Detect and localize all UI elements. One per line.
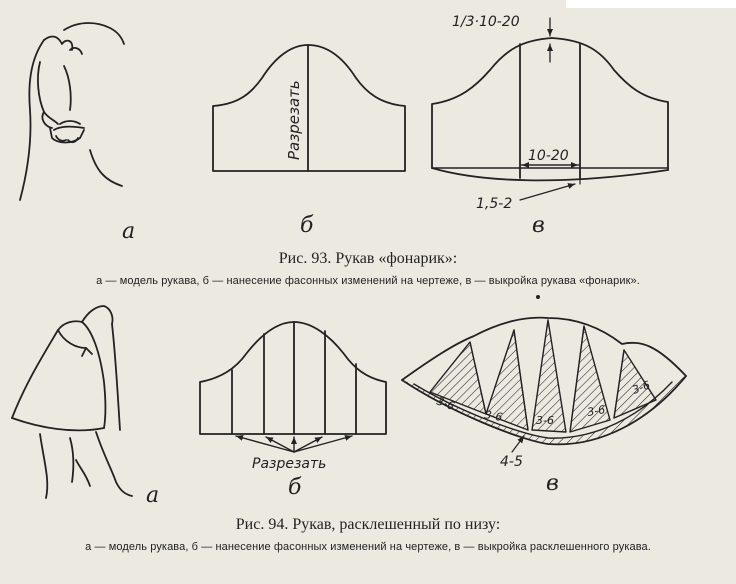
fig94-pattern [402,295,686,452]
fig94-label-b: б [288,475,302,500]
fig93-model-sketch [20,23,124,200]
fig93-dim-top: 1/3·10-20 [452,14,520,30]
fig93-cut-label: Разрезать [285,80,303,160]
fig94-wedge-label: 3-6 [630,378,652,397]
fig94-wedge-label: 3-6 [434,394,457,413]
fig94-label-v: в [546,471,559,496]
fig93-caption-title: Рис. 93. Рукав «фонарик»: [278,250,458,267]
fig93-label-b: б [300,213,314,238]
fig93-draft [213,45,405,171]
fig93-label-a: а [122,219,136,244]
fig94-label-a: а [146,483,160,508]
fig94-draft [200,322,386,452]
fig93-label-v: в [532,213,545,238]
fig94-wedge-label: 3-6 [536,414,554,427]
fig94-wedge-label: 3-6 [586,403,607,419]
fig94-wedge-label: 3-6 [483,408,504,425]
fig94-caption-sub: а — модель рукава, б — нанесение фасонных изменений на чертеже, в — выкройка расклешенного рукава. [85,541,651,553]
fig94-caption-title: Рис. 94. Рукав, расклешенный по низу: [235,516,501,533]
fig93-dim-mid: 10-20 [528,148,569,164]
fig93-caption-sub: а — модель рукава, б — нанесение фасонных изменений на чертеже, в — выкройка рукава «фонарик». [96,275,640,287]
fig94-cut-label: Разрезать [252,456,327,472]
fig93-pattern [432,18,668,200]
fig94-model-sketch [12,306,132,498]
fig94-dim-hem: 4-5 [500,454,523,470]
fig93-dim-bottom: 1,5-2 [476,196,513,212]
